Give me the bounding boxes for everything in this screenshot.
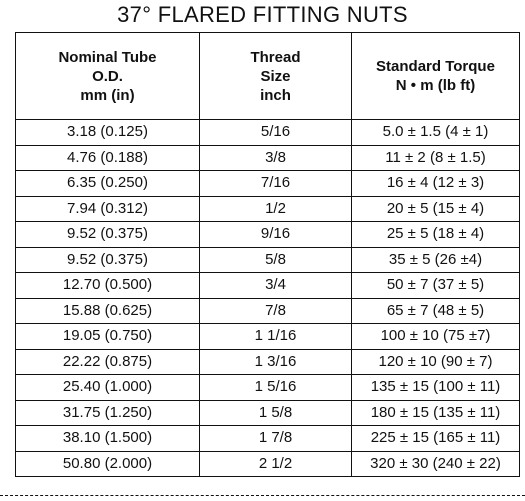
column-header-standard-torque [352, 33, 520, 120]
standard-torque-cell: 320 ± 30 (240 ± 22) [352, 451, 520, 477]
nominal-tube-od-cell: 15.88 (0.625) [16, 298, 200, 324]
table-row [16, 171, 520, 197]
nominal-tube-od-cell: 6.35 (0.250) [16, 171, 200, 197]
thread-size-cell: 3/8 [200, 145, 352, 171]
table-row [16, 375, 520, 401]
thread-size-cell: 7/16 [200, 171, 352, 197]
table-row [16, 400, 520, 426]
table-row [16, 298, 520, 324]
table-header [16, 33, 520, 120]
thread-size-cell: 1 3/16 [200, 349, 352, 375]
thread-size-cell: 9/16 [200, 222, 352, 248]
thread-size-cell: 1 5/8 [200, 400, 352, 426]
nominal-tube-od-cell: 22.22 (0.875) [16, 349, 200, 375]
table-row [16, 120, 520, 146]
header-line: N • m (lb ft) [395, 77, 476, 94]
header-row [16, 33, 520, 120]
standard-torque-cell: 65 ± 7 (48 ± 5) [352, 298, 520, 324]
standard-torque-cell: 100 ± 10 (75 ±7) [352, 324, 520, 350]
thread-size-cell: 1 5/16 [200, 375, 352, 401]
nominal-tube-od-cell: 50.80 (2.000) [16, 451, 200, 477]
table-row [16, 222, 520, 248]
table-row [16, 349, 520, 375]
table-row [16, 426, 520, 452]
header-line: inch [260, 86, 291, 104]
column-header-thread-size [200, 33, 352, 120]
page-title: 37° FLARED FITTING NUTS [117, 2, 408, 27]
nominal-tube-od-cell: 12.70 (0.500) [16, 273, 200, 299]
nominal-tube-od-cell: 7.94 (0.312) [16, 196, 200, 222]
standard-torque-cell: 135 ± 15 (100 ± 11) [352, 375, 520, 401]
column-header-nominal-tube-od [16, 33, 200, 120]
standard-torque-cell: 25 ± 5 (18 ± 4) [352, 222, 520, 248]
page-divider [0, 495, 525, 496]
header-line: Size [260, 67, 291, 85]
thread-size-cell: 1 1/16 [200, 324, 352, 350]
header-line: Standard Torque [376, 58, 495, 75]
nominal-tube-od-cell: 9.52 (0.375) [16, 222, 200, 248]
nominal-tube-od-cell: 3.18 (0.125) [16, 120, 200, 146]
thread-size-cell: 1/2 [200, 196, 352, 222]
table-row [16, 324, 520, 350]
standard-torque-cell: 5.0 ± 1.5 (4 ± 1) [352, 120, 520, 146]
thread-size-cell: 5/8 [200, 247, 352, 273]
standard-torque-cell: 16 ± 4 (12 ± 3) [352, 171, 520, 197]
nominal-tube-od-cell: 19.05 (0.750) [16, 324, 200, 350]
thread-size-cell: 1 7/8 [200, 426, 352, 452]
nominal-tube-od-cell: 38.10 (1.500) [16, 426, 200, 452]
thread-size-cell: 7/8 [200, 298, 352, 324]
table-row [16, 273, 520, 299]
standard-torque-cell: 20 ± 5 (15 ± 4) [352, 196, 520, 222]
table-row [16, 451, 520, 477]
thread-size-cell: 2 1/2 [200, 451, 352, 477]
table-row [16, 196, 520, 222]
nominal-tube-od-cell: 9.52 (0.375) [16, 247, 200, 273]
header-line: Thread [250, 48, 301, 66]
standard-torque-cell: 120 ± 10 (90 ± 7) [352, 349, 520, 375]
thread-size-cell: 5/16 [200, 120, 352, 146]
nominal-tube-od-cell: 25.40 (1.000) [16, 375, 200, 401]
header-line: Nominal Tube [58, 48, 157, 66]
nominal-tube-od-cell: 4.76 (0.188) [16, 145, 200, 171]
standard-torque-cell: 180 ± 15 (135 ± 11) [352, 400, 520, 426]
header-line: mm (in) [80, 86, 135, 104]
table-row [16, 145, 520, 171]
standard-torque-cell: 50 ± 7 (37 ± 5) [352, 273, 520, 299]
header-line: O.D. [92, 67, 123, 85]
thread-size-cell: 3/4 [200, 273, 352, 299]
table-row [16, 247, 520, 273]
torque-table [15, 32, 520, 477]
standard-torque-cell: 225 ± 15 (165 ± 11) [352, 426, 520, 452]
table-body [16, 120, 520, 477]
standard-torque-cell: 11 ± 2 (8 ± 1.5) [352, 145, 520, 171]
nominal-tube-od-cell: 31.75 (1.250) [16, 400, 200, 426]
standard-torque-cell: 35 ± 5 (26 ±4) [352, 247, 520, 273]
